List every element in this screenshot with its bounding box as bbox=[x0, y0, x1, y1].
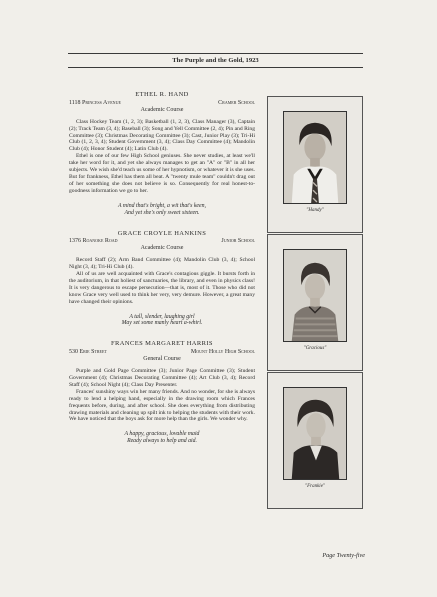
student-address: 1376 Roanoke Road bbox=[69, 238, 118, 245]
portrait-photo bbox=[283, 111, 347, 204]
course-label: Academic Course bbox=[140, 106, 184, 113]
portrait-caption: "Frankie" bbox=[304, 484, 326, 489]
biography-text: Frances' sunshiny ways win her many friends. And no wonder, for she is always ready to lend a helping hand, especially in the drawing room which Frances frequents before, during, and after school. She does everything from distributing drawing materials and cleaning up spilt ink to helping the students with their work. We have noticed that the boys ask for more help than the girls. We wonder why. bbox=[69, 388, 255, 423]
verse-line: And yet she's only sweet sixteen. bbox=[124, 209, 200, 216]
student-address: 1118 Princess Avenue bbox=[69, 99, 121, 106]
student-name: GRACE CROYLE HANKINS bbox=[117, 229, 207, 237]
address-row bbox=[69, 238, 255, 245]
prior-school: Cramer School bbox=[218, 99, 255, 106]
portrait-caption: "Gracious" bbox=[303, 346, 327, 351]
verse-line: A mind that's bright, a wit that's keen, bbox=[118, 202, 206, 209]
verse-quote bbox=[69, 314, 255, 328]
portrait-image bbox=[284, 112, 346, 203]
activities-text: Purple and Gold Page Committee (3); Junior Page Committee (3); Student Government (4); Christmas Decorating Committee (4); Art Club (3, 4); Record Staff (4); School Night (4); Class Day Presenter. bbox=[69, 368, 255, 388]
course-label: Academic Course bbox=[140, 245, 184, 252]
portrait-frame bbox=[267, 372, 363, 509]
portrait-frame bbox=[267, 96, 363, 233]
verse-line: A happy, gracious, lovable maid bbox=[124, 431, 200, 438]
address-row bbox=[69, 349, 255, 356]
student-name: ETHEL R. HAND bbox=[135, 91, 189, 98]
student-address: 530 Erie Street bbox=[69, 349, 107, 356]
student-name: FRANCES MARGARET HARRIS bbox=[111, 340, 213, 348]
prior-school: Junior School bbox=[221, 238, 255, 245]
portrait-image bbox=[284, 388, 346, 479]
biography-text: Ethel is one of our few High School geniuses. She never studies, at least we'll take her word for it, and yet she always manages to get an "A" or "B" in all her subjects. We wish she'd teach us some of her hypnotism, or whatever it is she uses. But for frankness, Ethel has them all beat. A "twenty mule team" couldn't drag out of her something she does not believe is so. Consequently for real honest-to-goodness information we go to her. bbox=[69, 153, 255, 194]
portrait-photo bbox=[283, 387, 347, 480]
verse-quote bbox=[69, 431, 255, 445]
page-title: The Purple and the Gold, 1923 bbox=[172, 57, 259, 64]
verse-line: Ready always to help and aid. bbox=[127, 438, 197, 445]
senior-entry bbox=[69, 231, 255, 328]
senior-entry bbox=[69, 92, 255, 217]
activities-text: Record Staff (2); Arm Band Committee (4); Mandolin Club (3, 4); School Night (3, 4); Tri-Hi Club (4). bbox=[69, 257, 255, 271]
verse-line: A tall, slender, laughing girl bbox=[129, 313, 195, 320]
address-row bbox=[69, 100, 255, 107]
verse-quote bbox=[69, 203, 255, 217]
text-column bbox=[69, 92, 255, 459]
biography-text: All of us are well acquainted with Grace's contagious giggle. It bursts forth in the auditorium, in that holiest of sanctuaries, the library, and even in physics class! It is very dangerous to escape persecution—that is, most of it. Those who did not know Grace very well used to think her very, very demure. However, a great many have changed their opinions. bbox=[69, 271, 255, 305]
portrait-image bbox=[284, 250, 346, 341]
page-header bbox=[68, 53, 363, 68]
portrait-frame bbox=[267, 234, 363, 371]
portrait-photo bbox=[283, 249, 347, 342]
verse-line: May set some manly heart a-whirl. bbox=[121, 320, 203, 327]
page-number: Page Twenty-five bbox=[322, 552, 365, 559]
prior-school: Mount Holly High School bbox=[190, 349, 255, 356]
senior-entry bbox=[69, 341, 255, 445]
portrait-caption: "Handy" bbox=[306, 208, 324, 213]
activities-text: Class Hockey Team (1, 2, 3); Basketball (1, 2, 3), Class Manager (3), Captain (2); Track Team (3, 4); Baseball (3); Song and Yell Committee (2, 4); Pin and Ring Committee (3); Christmas Decorating Committee (3); Cast, Junior Play (3); Tri-Hi Club (1, 2, 3, 4); Student Government (3, 4); Class Day Committee (4); Mandolin Club (4); Honor Student (4); Latin Club (4). bbox=[69, 118, 255, 153]
course-label: General Course bbox=[143, 356, 181, 363]
